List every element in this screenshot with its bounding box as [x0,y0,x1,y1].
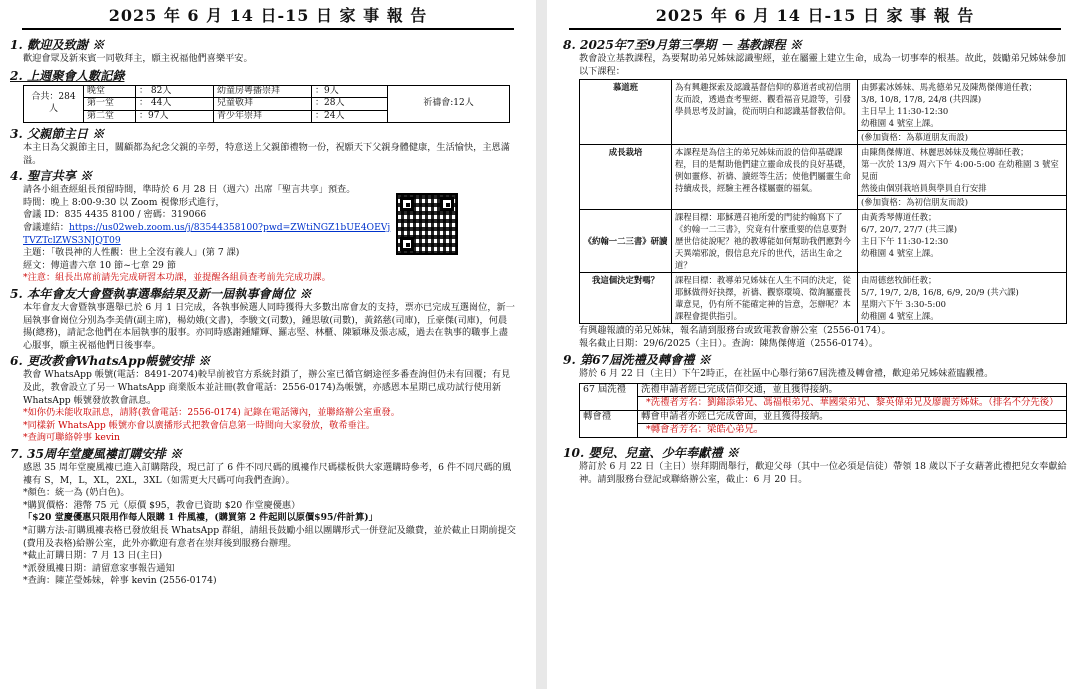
course-info: 由黃秀琴傳道任教； 6/7, 20/7, 27/7 (共三課) 主日下午 11:30-12:30 幼稚園 4 號室上課。 [858,210,1067,273]
courses-intro: 教會設立基教課程，為要幫助弟兄姊妹認識聖經，並在屬靈上建立生命，成為一切事奉的根基。故此，鼓勵弟兄姊妹參加以下課程： [579,53,1066,77]
jacket-text: 感恩 35 周年堂慶風褸已進入訂購階段，現已訂了 6 件不同尺碼的風褸作尺碼樣板供大家選購時參考，6 件不同尺碼的風褸有 S，M，L，XL，2XL，3XL（如需更大尺碼可向我們查詢）。 [23,461,512,486]
attendance-title: 2. 上週聚會人數記錄 [10,68,125,83]
zoom-link-line [10,222,395,247]
course-row [580,145,1067,210]
baptism-row-line: *洗禮者芳名：劉錦添弟兄、馮福根弟兄、華國榮弟兄、黎英偉弟兄及廖麗芳姊妹。（排名不分先後） [638,397,1067,411]
att-label: 第二堂 [84,110,136,123]
section-attendance [10,69,516,124]
scripture-line: 時間：晚上 8:00-9:30 以 Zoom 視像形式進行， [23,196,225,208]
right-content [547,30,1083,486]
course-row [580,210,1067,273]
course-info: 由陳雋傑傳道、林麗思姊妹及幾位導師任教； 第一次於 13/9 周六下午 4:00-5:00 在幼稚園 3 號室見面 然後由個別栽培員與學員自行安排 [861,147,1059,194]
right-page [547,0,1083,689]
course-row [580,273,1067,324]
courses-signup: 有興趣報讀的弟兄姊妹，報名請到服務台或致電教會辦公室（2556-0174）。 [579,325,891,337]
qr-code-icon[interactable] [396,193,458,255]
baptism-table [579,383,1067,438]
left-page-header: 2025 年 6 月 14 日-15 日 家 事 報 告 [108,6,428,25]
fathers-day-text: 本主日為父親節主日，關顧都為紀念父親的辛勞，特意送上父親節禮物一份，祝願天下父親身體健康，生活愉快，主恩滿溢。 [23,142,510,166]
baptism-row-line: 洗禮申請者經已完成信仰交通，並且獲得接納。 [638,383,1067,397]
baptism-row-label: 67 屆洗禮 [580,383,638,410]
agm-text: 本年會友大會暨執事選舉已於 6 月 1 日完成，各執事候選人同時獲得大多數出席會友的支持，票亦已完成互選崗位，新一屆執事會崗位分別為李美倩(副主席)，楊幼娥(文書)，李駿文(司數)，鍾思敏(司數)，黃銘慈(司庫)，丘豪傑(司庫)，何晨揚(總務)，請記念他們在本屆執事的服事。亦同時感謝鍾耀輝、羅志堅、林櫃、陳穎琳及張志威，過去在執事的職事上盡心服事，願主祝福他們日後事奉。 [23,302,515,351]
right-page-header: 2025 年 6 月 14 日-15 日 家 事 報 告 [655,6,975,25]
page-gap [536,0,547,689]
agm-title: 5. 本年會友大會暨執事選舉結果及新一屆執事會崗位 ※ [10,287,312,302]
scripture-sharing-title: 4. 聖言共享 ※ [10,169,93,184]
dedication-text: 將訂於 6 月 22 日（主日）崇拜期間舉行，歡迎父母（其中一位必須是信徒）帶領 18 歲以下子女藉著此禮把兒女奉獻給神。請到服務台登記或聯絡辦公室，截止：6 月 20 日。 [579,460,1067,485]
course-name: 《約翰一二三書》研讀 [580,210,672,273]
courses-table [579,79,1067,324]
section-scripture-sharing [10,169,516,285]
baptism-row-line: 轉會申請者亦經已完成會面，並且獲得接納。 [638,410,1067,424]
left-content [0,30,536,588]
jacket-price: *購買價格：港幣 75 元（原價 $95，教會已資助 $20 作堂慶優惠） [23,499,301,511]
course-desc: 課程目標：耶穌選召祂所愛的門徒約翰寫下了《約翰一二三書》，究竟有什麼重要的信息要對歷世信徒說呢？祂的教導能如何幫助我們應對今天異端邪說，假信息充斥的世代，活出生命之道？ [672,210,858,273]
att-value: ：97人 [136,110,214,123]
whatsapp-bullet: *同樣新 WhatsApp 帳號亦會以廣播形式把教會信息第一時間向大家發放，敬希垂注。 [23,419,376,431]
att-value: ：24人 [312,110,388,123]
section-baptism [563,353,1075,438]
section-dedication [563,445,1075,486]
fathers-day-title: 3. 父親節主日 ※ [10,127,105,142]
jacket-enquiry: *查詢：陳芷瑩姊妹，幹事 kevin (2556-0174) [23,575,217,587]
scripture-topic: 主題：「敬畏神的人性觀：世上全沒有義人」(第 7 課) [23,247,240,259]
att-label: 幼童房粵播崇拜 [214,85,312,98]
att-value: ： 44人 [136,98,214,111]
welcome-text: 歡迎會眾及新來賓一同敬拜主，願主祝福他們喜樂平安。 [23,53,253,64]
attendance-table [23,85,510,124]
course-desc: 為有興趣探索及認識基督信仰的慕道者或初信朋友而設，透過查考聖經、觀看福音見證等，引發學員思考及討論，從而明白和認識基督教信仰。 [672,80,858,145]
section-fathers-day [10,127,516,167]
course-qualification: (參加資格：為慕道朋友而設) [858,130,1066,143]
courses-deadline: 報名截止日期：29/6/2025（主日）。查詢：陳雋傑傳道（2556-0174）。 [579,337,879,349]
jacket-offer: 「$20 堂慶優惠只限用作每人限購 1 件風褸，(購買第 2 件起則以原價$95/件計算)」 [23,512,378,524]
baptism-row-line: *轉會者芳名：梁皓心弟兄。 [638,424,1067,438]
left-page [0,0,536,689]
section-whatsapp [10,354,516,445]
att-value: ：9人 [312,85,388,98]
section-agm-results [10,287,516,352]
course-qualification: (參加資格：為初信朋友而設) [858,195,1066,208]
zoom-link[interactable]: https://us02web.zoom.us/j/83544358100?pwd=ZWtiNGZ1bUE4OEVjTVZTclZWS3NJQT09 [23,222,391,246]
zoom-link-label: 會議連結： [23,222,69,234]
jacket-deadline: *截止訂購日期：7 月 13 日(主日) [23,550,163,562]
att-label: 青少年崇拜 [214,110,312,123]
welcome-title: 1. 歡迎及致謝 ※ [10,38,105,52]
scripture-note: *注意：組長出席前請先完成研習本功課，並提醒各組員查考前先完成功課。 [23,272,331,284]
jacket-order-method: *訂購方法-訂購風褸表格已發放組長 WhatsApp 群組，請組長鼓勵小組以團購形式一併登記及繳費，並於截止日期前提交(費用及表格)給辦公室，此外亦歡迎有意者在崇拜後到服務台辦理。 [23,524,516,549]
att-label: 第一堂 [84,98,136,111]
course-name: 我這個決定對嗎？ [580,273,672,324]
jacket-color: *顏色：統一為 (奶白色)。 [23,487,130,499]
whatsapp-bullet: *如你仍未能收取訊息，請將(教會電話：2556-0174) 記錄在電話簿內，並聯絡辦公室重發。 [23,407,400,419]
baptism-row-label: 轉會禮 [580,410,638,437]
jacket-title: 7. 35周年堂慶風褸訂購安排 ※ [10,446,183,461]
dedication-title: 10. 嬰兒、兒童、少年奉獻禮 ※ [563,445,739,460]
whatsapp-bullet: *查詢可聯絡幹事 kevin [23,432,120,444]
course-name: 慕道班 [580,80,672,145]
baptism-text: 將於 6 月 22 日（主日）下午2時正，在社區中心舉行第67屆洗禮及轉會禮，歡迎弟兄姊妹蒞臨觀禮。 [579,368,994,380]
course-info: 由鄧素冰姊妹、馬兆德弟兄及陳雋傑傳道任教； 3/8, 10/8, 17/8, 24/8 (共四課) 主日早上 11:30-12:30 幼稚園 4 號室上課。 [861,82,1037,129]
courses-title: 8. 2025年7至9月第三學期 － 基教課程 ※ [563,38,803,52]
scripture-passage: 經文：傳道書六章 10 節~七章 29 節 [23,259,177,271]
course-row [580,80,1067,145]
section-courses [563,38,1075,350]
course-desc: 本課程是為信主的弟兄姊妹而設的信仰基礎課程，目的是幫助他們建立靈命成長的良好基礎，例如靈修、祈禱、讀經等生活；使他們屬靈生命持續成長，經驗主裡各樣屬靈的福氣。 [672,145,858,210]
att-value: ： 82人 [136,85,214,98]
whatsapp-text: 教會 WhatsApp 帳號(電話：8491-2074)較早前被官方系統封鎖了，辦公室已循官網途徑多番查詢但仍未有回覆；有見及此，教會設立了另一 WhatsApp 商業版本並註冊(教會電話：2556-0174)為帳號，亦感恩本星期已成功試行使用新 WhatsApp 帳號發放教會訊息。 [23,369,511,406]
baptism-title: 9. 第67屆洗禮及轉會禮 ※ [563,353,711,368]
jacket-dispatch: *派發風褸日期：請留意家事報告通知 [23,562,175,574]
course-name: 成長栽培 [580,145,672,210]
section-jacket-order [10,447,516,588]
att-value: ：28人 [312,98,388,111]
att-label: 晚堂 [84,85,136,98]
whatsapp-title: 6. 更改教會WhatsApp帳號安排 ※ [10,354,211,369]
section-welcome [10,38,516,66]
course-desc: 課程目標：教導弟兄姊妹在人生不同的決定，從耶穌做得好抉擇，祈禱、觀察環境、徵詢屬靈長輩意見，仍有所不能確定神的旨意，怎辦呢？本課程會提供指引。 [672,273,858,324]
attendance-total: 合共：284人 [24,85,84,123]
course-info: 由周德慈牧師任教； 5/7, 19/7, 2/8, 16/8, 6/9, 20/9 (共六課) 星期六下午 3:30-5:00 幼稚園 4 號室上課。 [858,273,1067,324]
scripture-line: 會議 ID：835 4435 8100 / 密碼：319066 [23,209,207,221]
attendance-prayer: 祈禱會:12人 [388,85,510,123]
att-label: 兒童敬拜 [214,98,312,111]
scripture-line: 請各小組查經組長預留時間，準時於 6 月 28 日（週六）出席「聖言共享」預查。 [23,184,356,196]
